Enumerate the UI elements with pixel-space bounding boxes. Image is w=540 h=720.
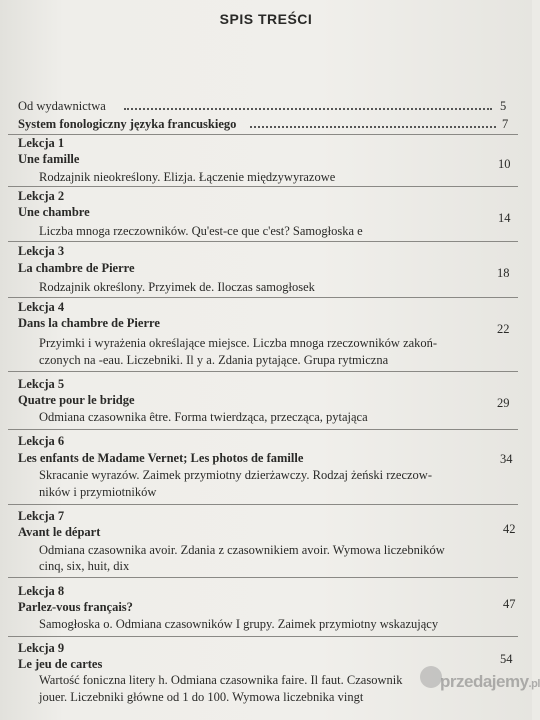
watermark-brand: przedajemy: [440, 672, 529, 691]
lesson-heading: Lekcja 5: [18, 377, 65, 391]
lesson-desc: Samogłoska o. Odmiana czasowników I grupy. Zaimek przymiotny wskazujący: [39, 617, 439, 631]
lesson-page: 22: [497, 322, 510, 336]
lesson-desc: Rodzajnik określony. Przyimek de. Iloczas samogłosek: [39, 280, 315, 294]
lesson-title: Le jeu de cartes: [18, 657, 103, 671]
divider: [8, 186, 518, 187]
lesson-desc: Rodzajnik nieokreślony. Elizja. Łączenie międzywyrazowe: [39, 170, 336, 184]
lesson-desc: cinq, six, huit, dix: [39, 559, 130, 573]
lesson-title: Quatre pour le bridge: [18, 393, 135, 407]
lesson-page: 47: [503, 597, 516, 611]
toc-page-foreword: 5: [500, 99, 507, 113]
lesson-page: 29: [497, 396, 510, 410]
toc-entry-phonology: System fonologiczny języka francuskiego: [18, 117, 237, 131]
lesson-page: 42: [503, 522, 516, 536]
lesson-heading: Lekcja 8: [18, 584, 65, 598]
lesson-title: La chambre de Pierre: [18, 261, 135, 275]
watermark-logo-icon: [420, 666, 442, 688]
lesson-title: Une chambre: [18, 205, 90, 219]
watermark-text: [440, 672, 540, 692]
divider: [8, 504, 518, 505]
divider: [8, 134, 518, 135]
lesson-heading: Lekcja 6: [18, 434, 65, 448]
lesson-desc: ników i przymiotników: [39, 485, 157, 499]
divider: [8, 297, 518, 298]
lesson-title: Parlez-vous français?: [18, 600, 133, 614]
page-title: SPIS TREŚCI: [219, 11, 313, 27]
lesson-title: Les enfants de Madame Vernet; Les photos de famille: [18, 451, 304, 465]
lesson-desc: Przyimki i wyrażenia określające miejsce. Liczba mnoga rzeczowników zakoń-: [39, 336, 438, 350]
lesson-desc: Skracanie wyrazów. Zaimek przymiotny dzierżawczy. Rodzaj żeński rzeczow-: [39, 468, 432, 482]
divider: [8, 371, 518, 372]
lesson-heading: Lekcja 1: [18, 136, 65, 150]
lesson-page: 10: [498, 157, 511, 171]
lesson-desc: czonych na -eau. Liczebniki. Il y a. Zdania pytające. Grupa rytmiczna: [39, 353, 389, 367]
divider: [8, 636, 518, 637]
lesson-title: Une famille: [18, 152, 80, 166]
lesson-desc: jouer. Liczebniki główne od 1 do 100. Wymowa liczebnika vingt: [39, 690, 364, 704]
lesson-heading: Lekcja 2: [18, 189, 65, 203]
lesson-desc: Wartość foniczna litery h. Odmiana czasownika faire. Il faut. Czasownik: [39, 673, 403, 687]
lesson-page: 54: [500, 652, 513, 666]
lesson-heading: Lekcja 3: [18, 244, 65, 258]
watermark: [440, 662, 540, 702]
divider: [8, 429, 518, 430]
lesson-heading: Lekcja 9: [18, 641, 65, 655]
divider: [8, 577, 518, 578]
lesson-heading: Lekcja 4: [18, 300, 65, 314]
leader-dots: [124, 108, 492, 110]
lesson-desc: Odmiana czasownika avoir. Zdania z czasownikiem avoir. Wymowa liczebników: [39, 543, 445, 557]
toc-page-phonology: 7: [502, 117, 509, 131]
leader-dots: [250, 126, 496, 128]
lesson-title: Avant le départ: [18, 525, 101, 539]
lesson-page: 18: [497, 266, 510, 280]
lesson-desc: Odmiana czasownika être. Forma twierdząca, przecząca, pytająca: [39, 410, 368, 424]
lesson-title: Dans la chambre de Pierre: [18, 316, 160, 330]
toc-entry-foreword: Od wydawnictwa: [18, 99, 106, 113]
lesson-page: 14: [498, 211, 511, 225]
divider: [8, 241, 518, 242]
lesson-page: 34: [500, 452, 513, 466]
lesson-desc: Liczba mnoga rzeczowników. Qu'est-ce que c'est? Samogłoska e: [39, 224, 363, 238]
lesson-heading: Lekcja 7: [18, 509, 65, 523]
watermark-suffix: .pl: [528, 678, 540, 690]
